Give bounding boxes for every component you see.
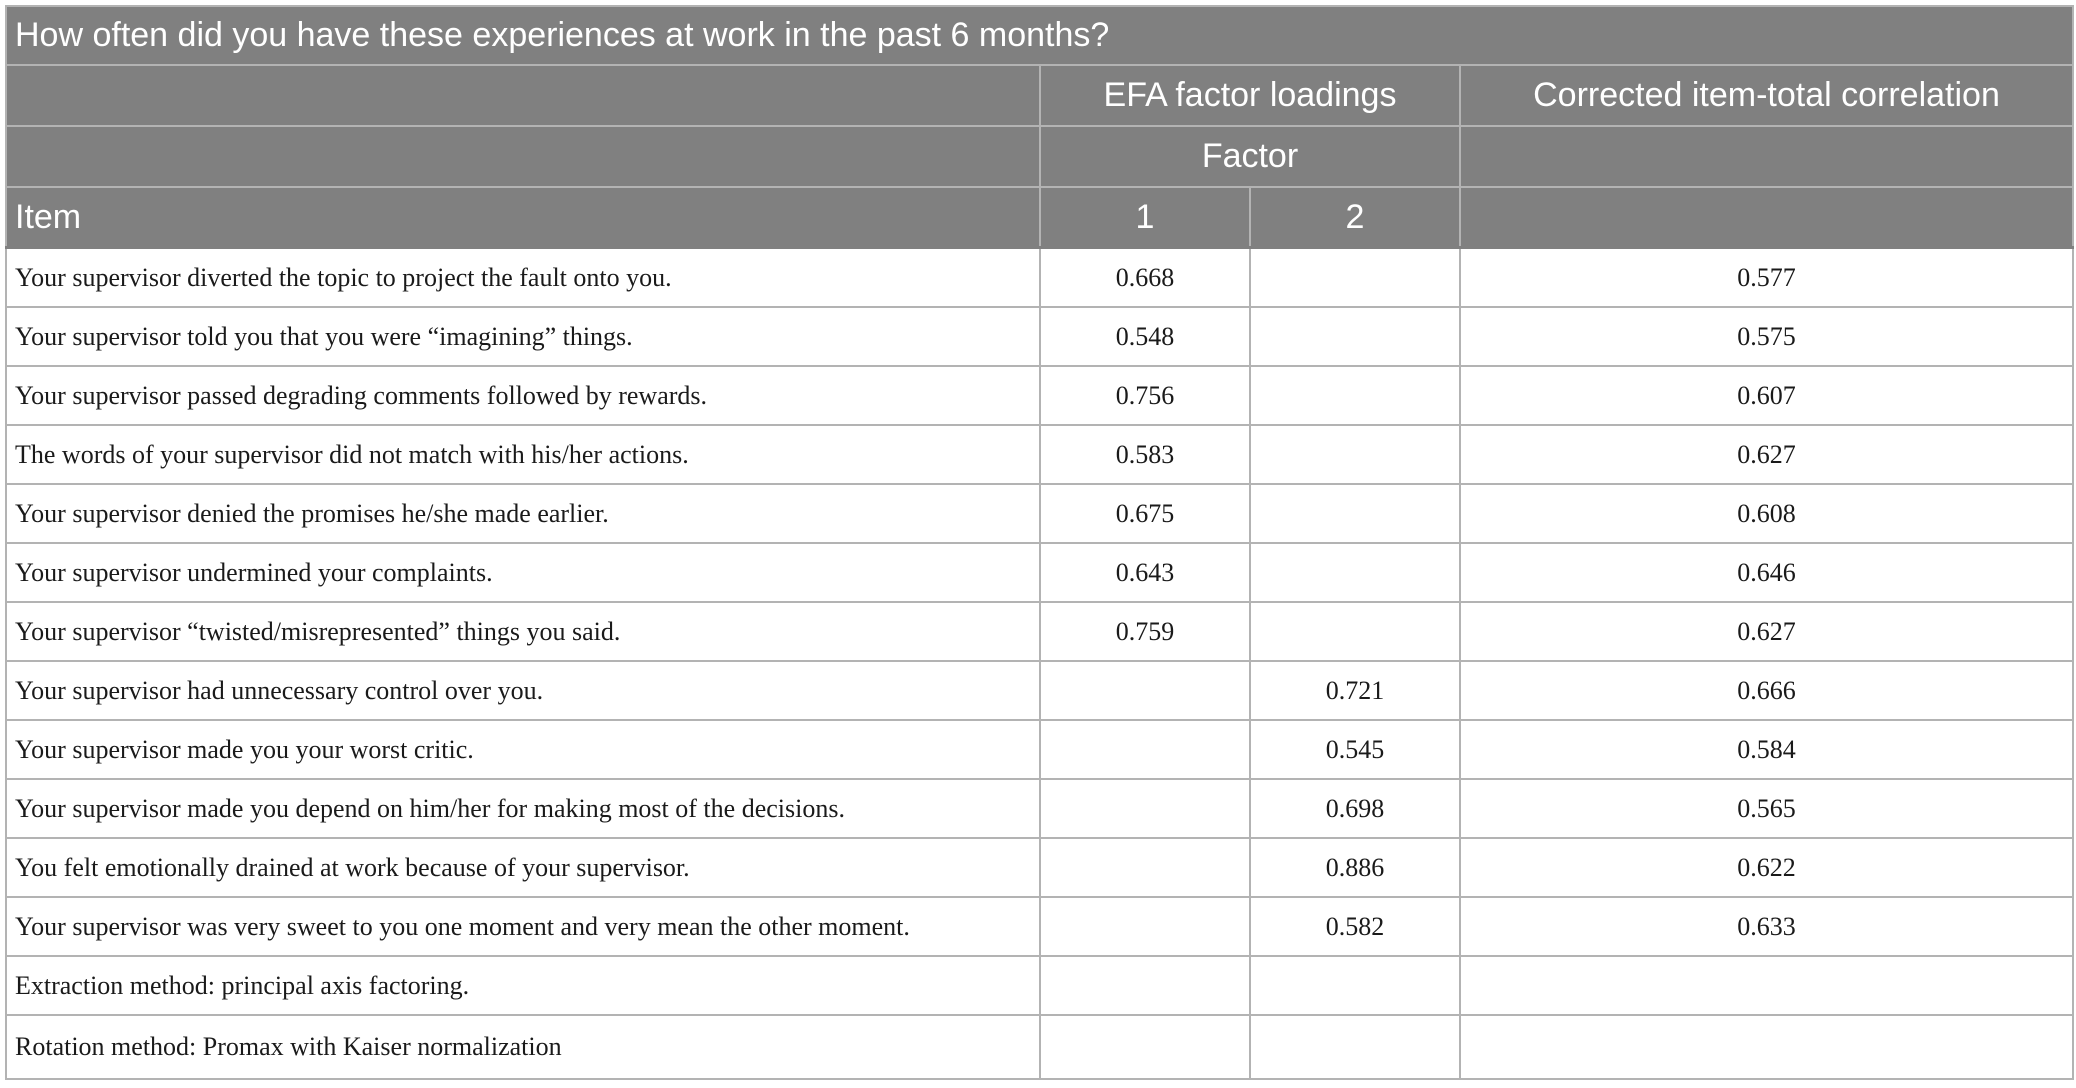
header-blank-cell xyxy=(6,65,1040,126)
header-factor-2: 2 xyxy=(1250,187,1460,248)
header-blank-cell xyxy=(6,126,1040,187)
factor-2-cell: 0.545 xyxy=(1250,720,1460,779)
factor-1-cell xyxy=(1040,838,1250,897)
factor-1-cell xyxy=(1040,956,1250,1015)
corrected-correlation-cell: 0.577 xyxy=(1460,248,2073,308)
table-row xyxy=(6,661,2073,720)
item-cell: Your supervisor made you your worst critic. xyxy=(6,720,1040,779)
factor-1-cell: 0.643 xyxy=(1040,543,1250,602)
header-row-3 xyxy=(6,187,2073,248)
factor-2-cell xyxy=(1250,543,1460,602)
factor-2-cell xyxy=(1250,1015,1460,1079)
header-row-2 xyxy=(6,126,2073,187)
table-row xyxy=(6,425,2073,484)
item-cell: You felt emotionally drained at work because of your supervisor. xyxy=(6,838,1040,897)
corrected-correlation-cell: 0.622 xyxy=(1460,838,2073,897)
factor-2-cell: 0.698 xyxy=(1250,779,1460,838)
factor-2-cell xyxy=(1250,366,1460,425)
factor-1-cell: 0.759 xyxy=(1040,602,1250,661)
item-cell: Your supervisor diverted the topic to project the fault onto you. xyxy=(6,248,1040,308)
header-row-1 xyxy=(6,65,2073,126)
corrected-correlation-cell: 0.565 xyxy=(1460,779,2073,838)
factor-1-cell xyxy=(1040,779,1250,838)
table-row xyxy=(6,956,2073,1015)
corrected-correlation-cell: 0.666 xyxy=(1460,661,2073,720)
table-row xyxy=(6,307,2073,366)
factor-1-cell xyxy=(1040,661,1250,720)
factor-1-cell: 0.675 xyxy=(1040,484,1250,543)
factor-2-cell xyxy=(1250,484,1460,543)
factor-1-cell xyxy=(1040,720,1250,779)
corrected-correlation-cell: 0.608 xyxy=(1460,484,2073,543)
results-table-container xyxy=(5,5,2072,1080)
table-row xyxy=(6,897,2073,956)
header-factor: Factor xyxy=(1040,126,1460,187)
item-cell: Rotation method: Promax with Kaiser normalization xyxy=(6,1015,1040,1079)
item-cell: Your supervisor was very sweet to you one moment and very mean the other moment. xyxy=(6,897,1040,956)
factor-1-cell xyxy=(1040,897,1250,956)
table-row xyxy=(6,602,2073,661)
item-cell: Your supervisor passed degrading comments followed by rewards. xyxy=(6,366,1040,425)
header-item: Item xyxy=(6,187,1040,248)
table-row xyxy=(6,720,2073,779)
factor-1-cell: 0.583 xyxy=(1040,425,1250,484)
corrected-correlation-cell xyxy=(1460,956,2073,1015)
factor-2-cell xyxy=(1250,425,1460,484)
table-row xyxy=(6,484,2073,543)
item-cell: Your supervisor made you depend on him/her for making most of the decisions. xyxy=(6,779,1040,838)
factor-2-cell xyxy=(1250,956,1460,1015)
table-row xyxy=(6,543,2073,602)
table-title: How often did you have these experiences at work in the past 6 months? xyxy=(6,6,2073,65)
table-title-row xyxy=(6,6,2073,65)
header-corrected-item-total-correlation: Corrected item-total correlation xyxy=(1460,65,2073,126)
corrected-correlation-cell xyxy=(1460,1015,2073,1079)
table-row xyxy=(6,1015,2073,1079)
item-cell: The words of your supervisor did not match with his/her actions. xyxy=(6,425,1040,484)
factor-2-cell xyxy=(1250,602,1460,661)
header-efa-factor-loadings: EFA factor loadings xyxy=(1040,65,1460,126)
corrected-correlation-cell: 0.633 xyxy=(1460,897,2073,956)
factor-1-cell: 0.548 xyxy=(1040,307,1250,366)
item-cell: Your supervisor had unnecessary control over you. xyxy=(6,661,1040,720)
factor-2-cell: 0.721 xyxy=(1250,661,1460,720)
item-cell: Your supervisor “twisted/misrepresented” things you said. xyxy=(6,602,1040,661)
header-blank-cell xyxy=(1460,126,2073,187)
corrected-correlation-cell: 0.575 xyxy=(1460,307,2073,366)
item-cell: Your supervisor undermined your complaints. xyxy=(6,543,1040,602)
factor-2-cell xyxy=(1250,307,1460,366)
corrected-correlation-cell: 0.627 xyxy=(1460,425,2073,484)
table-body xyxy=(6,248,2073,1080)
table-row xyxy=(6,838,2073,897)
item-cell: Your supervisor told you that you were “imagining” things. xyxy=(6,307,1040,366)
factor-2-cell: 0.886 xyxy=(1250,838,1460,897)
header-factor-1: 1 xyxy=(1040,187,1250,248)
corrected-correlation-cell: 0.607 xyxy=(1460,366,2073,425)
factor-2-cell: 0.582 xyxy=(1250,897,1460,956)
corrected-correlation-cell: 0.584 xyxy=(1460,720,2073,779)
table-row xyxy=(6,366,2073,425)
item-cell: Your supervisor denied the promises he/she made earlier. xyxy=(6,484,1040,543)
factor-1-cell xyxy=(1040,1015,1250,1079)
factor-1-cell: 0.756 xyxy=(1040,366,1250,425)
corrected-correlation-cell: 0.627 xyxy=(1460,602,2073,661)
efa-results-table xyxy=(5,5,2074,1080)
header-blank-cell xyxy=(1460,187,2073,248)
factor-2-cell xyxy=(1250,248,1460,308)
factor-1-cell: 0.668 xyxy=(1040,248,1250,308)
table-row xyxy=(6,248,2073,308)
corrected-correlation-cell: 0.646 xyxy=(1460,543,2073,602)
item-cell: Extraction method: principal axis factoring. xyxy=(6,956,1040,1015)
table-row xyxy=(6,779,2073,838)
